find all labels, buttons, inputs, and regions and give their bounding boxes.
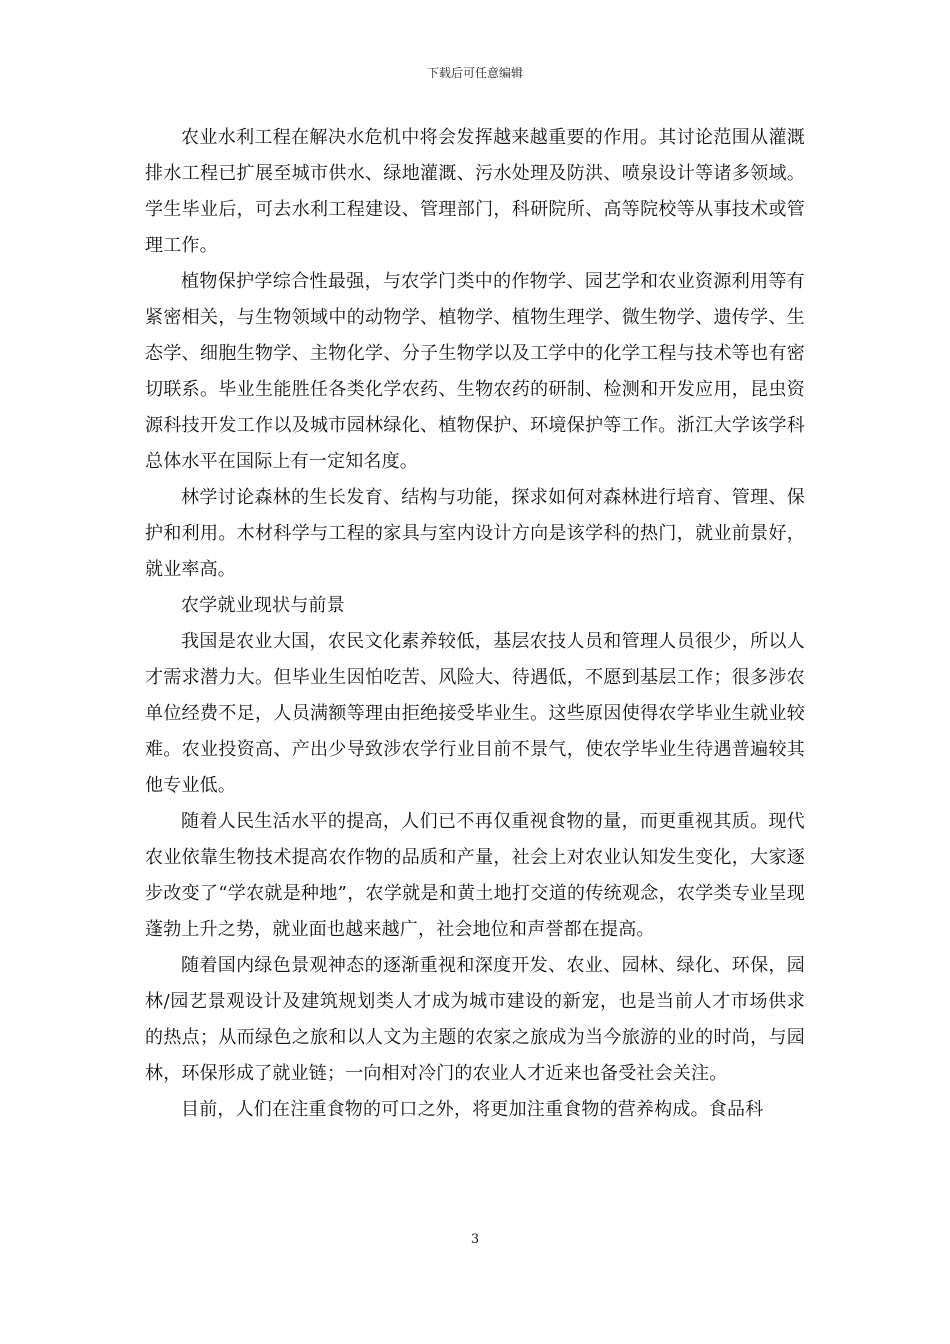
document-body bbox=[145, 120, 805, 1128]
page-header: 下载后可任意编辑 bbox=[426, 66, 523, 80]
section-heading-employment: 农学就业现状与前景 bbox=[181, 595, 345, 616]
paragraph-plant-protection: 植物保护学综合性最强，与农学门类中的作物学、园艺学和农业资源利用等有紧密相关，与生物领域中的动物学、植物学、植物生理学、微生物学、遗传学、生态学、细胞生物学、主物化学、分子生物学以及工学中的化学工程与技术等也有密切联系。毕业生能胜任各类化学农药、生物农药的研制、检测和开发应用，昆虫资源科技开发工作以及城市园林绿化、植物保护、环境保护等工作。浙江大学该学科总体水平在国际上有一定知名度。 bbox=[145, 271, 805, 472]
paragraph-forestry: 林学讨论森林的生长发育、结构与功能，探求如何对森林进行培育、管理、保护和利用。木材科学与工程的家具与室内设计方向是该学科的热门，就业前景好，就业率高。 bbox=[145, 487, 805, 580]
paragraph-food-science: 目前，人们在注重食物的可口之外，将更加注重食物的营养构成。食品科 bbox=[181, 1099, 764, 1120]
page-number: 3 bbox=[470, 1232, 480, 1247]
paragraph-employment-status: 我国是农业大国，农民文化素养较低，基层农技人员和管理人员很少，所以人才需求潜力大。但毕业生因怕吃苦、风险大、待遇低，不愿到基层工作；很多涉农单位经费不足，人员满额等理由拒绝接受毕业生。这些原因使得农学毕业生就业较难。农业投资高、产出少导致涉农学行业目前不景气，使农学毕业生待遇普遍较其他专业低。 bbox=[145, 631, 805, 796]
paragraph-green-landscape: 随着国内绿色景观神态的逐渐重视和深度开发、农业、园林、绿化、环保，园林/园艺景观设计及建筑规划类人才成为城市建设的新宠，也是当前人才市场供求的热点；从而绿色之旅和以人文为主题的农家之旅成为当今旅游的业的时尚，与园林，环保形成了就业链；一向相对冷门的农业人才近来也备受社会关注。 bbox=[145, 955, 805, 1084]
paragraph-living-standards: 随着人民生活水平的提高，人们已不再仅重视食物的量，而更重视其质。现代农业依靠生物技术提高农作物的品质和产量，社会上对农业认知发生变化，大家逐步改变了“学农就是种地”，农学就是和黄土地打交道的传统观念，农学类专业呈现蓬勃上升之势，就业面也越来越广，社会地位和声誉都在提高。 bbox=[145, 811, 805, 940]
paragraph-irrigation-engineering: 农业水利工程在解决水危机中将会发挥越来越重要的作用。其讨论范围从灌溉排水工程已扩展至城市供水、绿地灌溉、污水处理及防洪、喷泉设计等诸多领域。学生毕业后，可去水利工程建设、管理部门，科研院所、高等院校等从事技术或管理工作。 bbox=[145, 127, 805, 256]
